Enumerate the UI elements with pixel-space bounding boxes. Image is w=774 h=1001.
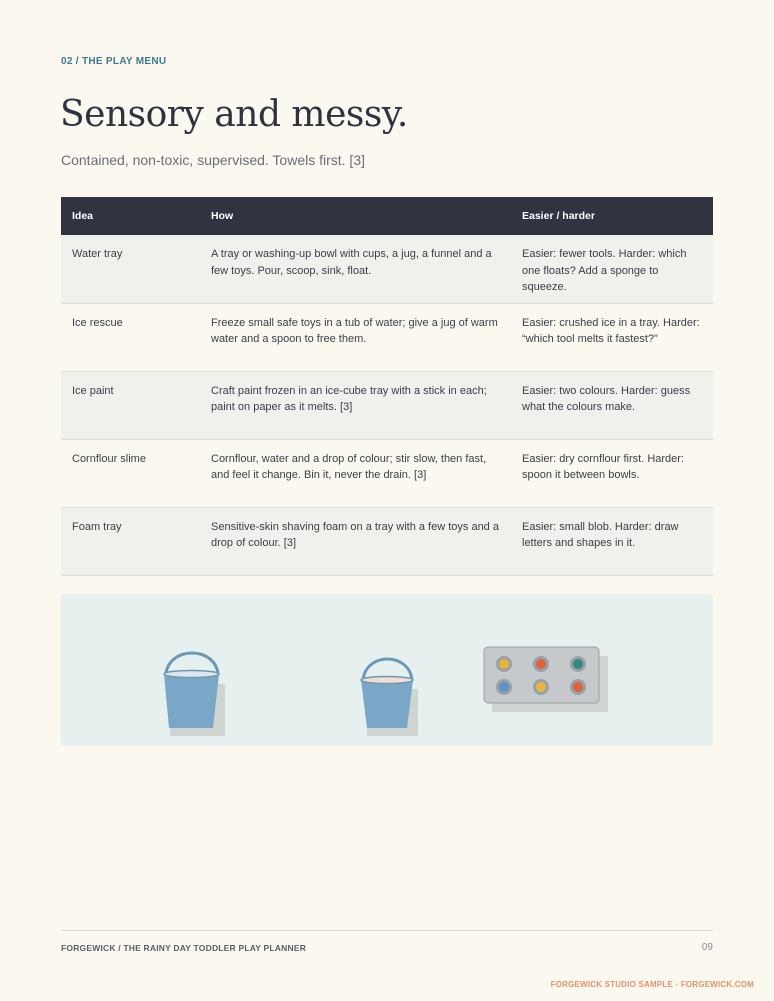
- cell-idea: Ice paint: [61, 371, 200, 439]
- cell-how: Sensitive-skin shaving foam on a tray with a few toys and a drop of colour. [3]: [200, 507, 511, 575]
- paint-palette-icon: [484, 647, 608, 712]
- table-row: [61, 235, 713, 303]
- bucket-icon: [361, 659, 418, 736]
- cell-how: Cornflour, water and a drop of colour; stir slow, then fast, and feel it change. Bin it, never the drain. [3]: [200, 439, 511, 507]
- cell-idea: Foam tray: [61, 507, 200, 575]
- illustration-panel: [61, 594, 713, 746]
- illustration: [61, 594, 713, 746]
- cell-how: Craft paint frozen in an ice-cube tray with a stick in each; paint on paper as it melts. [3]: [200, 371, 511, 439]
- footer-title: FORGEWICK / THE RAINY DAY TODDLER PLAY PLANNER: [61, 943, 307, 953]
- table-row: [61, 439, 713, 507]
- cell-variation: Easier: crushed ice in a tray. Harder: “which tool melts it fastest?”: [511, 303, 713, 371]
- cell-variation: Easier: small blob. Harder: draw letters and shapes in it.: [511, 507, 713, 575]
- footer-divider: [61, 930, 713, 931]
- cell-how: Freeze small safe toys in a tub of water; give a jug of warm water and a spoon to free them.: [200, 303, 511, 371]
- cell-idea: Ice rescue: [61, 303, 200, 371]
- table-row: [61, 303, 713, 371]
- column-header-idea: Idea: [61, 197, 200, 235]
- cell-variation: Easier: fewer tools. Harder: which one floats? Add a sponge to squeeze.: [511, 235, 713, 303]
- section-label: 02 / THE PLAY MENU: [61, 56, 167, 67]
- table-row: [61, 507, 713, 575]
- table-header-row: [61, 197, 713, 235]
- cell-idea: Water tray: [61, 235, 200, 303]
- activity-table: [61, 197, 713, 576]
- cell-how: A tray or washing-up bowl with cups, a jug, a funnel and a few toys. Pour, scoop, sink, float.: [200, 235, 511, 303]
- table-row: [61, 371, 713, 439]
- cell-variation: Easier: two colours. Harder: guess what the colours make.: [511, 371, 713, 439]
- cell-idea: Cornflour slime: [61, 439, 200, 507]
- page-subtitle: Contained, non-toxic, supervised. Towels first. [3]: [61, 152, 366, 168]
- page-title: Sensory and messy.: [60, 94, 408, 135]
- sample-notice: FORGEWICK STUDIO SAMPLE · FORGEWICK.COM: [550, 980, 754, 989]
- column-header-variation: Easier / harder: [511, 197, 713, 235]
- bucket-icon: [164, 653, 225, 736]
- cell-variation: Easier: dry cornflour first. Harder: spoon it between bowls.: [511, 439, 713, 507]
- column-header-how: How: [200, 197, 511, 235]
- page-number: 09: [701, 942, 713, 953]
